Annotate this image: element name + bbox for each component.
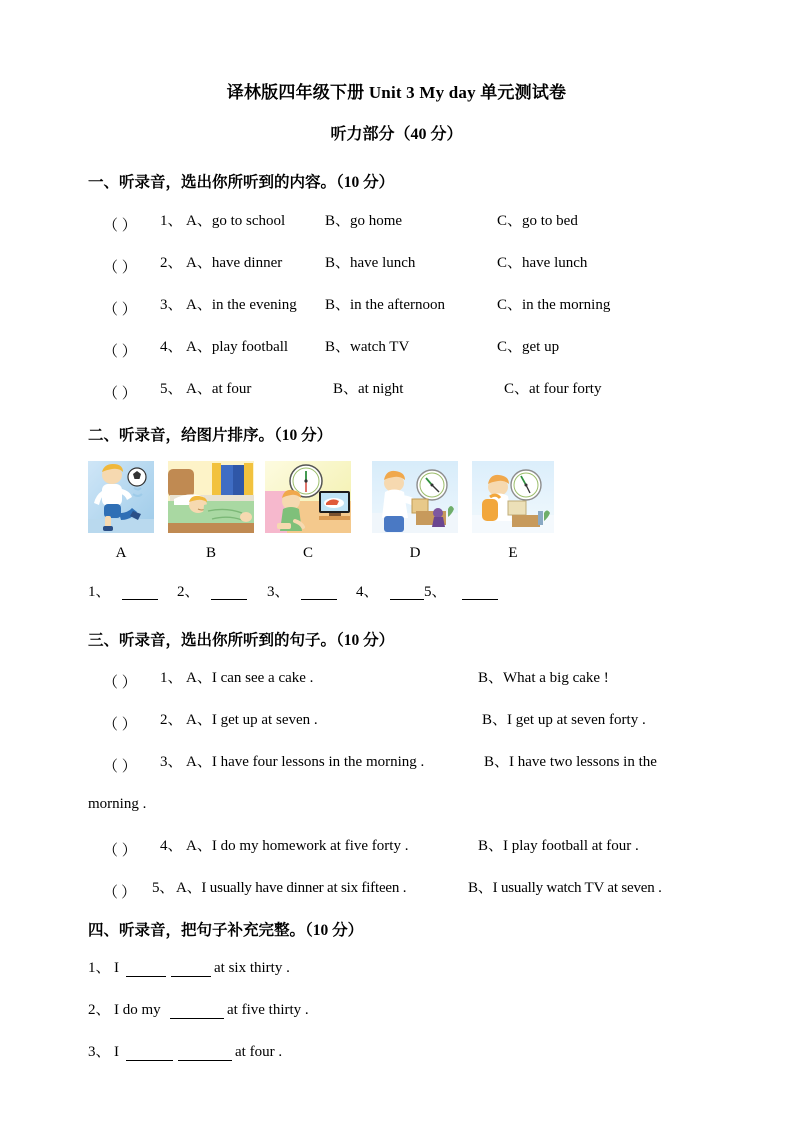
item-number: 1、: [160, 670, 183, 686]
option-b-continuation: morning .: [88, 796, 147, 812]
option-b[interactable]: B、I usually watch TV at seven .: [468, 880, 662, 896]
option-c[interactable]: C、have lunch: [497, 255, 588, 271]
order-blank-4[interactable]: [390, 599, 424, 600]
answer-bracket[interactable]: （ ）: [103, 260, 137, 276]
picture-e-going-to-school: [472, 461, 554, 533]
picture-letter-c: C: [302, 545, 313, 561]
item-number: 2、: [160, 712, 183, 728]
item-number: 4、: [160, 838, 183, 854]
order-number-5: 5、: [424, 584, 447, 600]
sentence-prefix: I: [114, 960, 119, 976]
option-b[interactable]: B、in the afternoon: [325, 297, 445, 313]
order-blank-5[interactable]: [462, 599, 498, 600]
item-number: 1、: [160, 213, 183, 229]
sentence-suffix: at five thirty .: [227, 1002, 309, 1018]
option-a[interactable]: A、I can see a cake .: [186, 670, 314, 686]
answer-bracket[interactable]: （ ）: [103, 675, 137, 691]
item-number: 2、: [88, 1002, 111, 1018]
item-number: 3、: [160, 297, 183, 313]
option-b[interactable]: B、go home: [325, 213, 403, 229]
picture-letter-b: B: [205, 545, 216, 561]
option-b[interactable]: B、What a big cake !: [478, 670, 609, 686]
answer-bracket[interactable]: （ ）: [103, 386, 137, 402]
fill-blank-2a[interactable]: [170, 1018, 224, 1019]
option-b[interactable]: B、I play football at four .: [478, 838, 639, 854]
answer-bracket[interactable]: （ ）: [103, 717, 137, 733]
picture-d-going-to-school: [372, 461, 458, 533]
option-a[interactable]: A、in the evening: [186, 297, 297, 313]
fill-blank-3b[interactable]: [178, 1060, 232, 1061]
section-heading-4: 四、听录音，把句子补充完整。（10 分）: [88, 922, 364, 939]
section-heading-2: 二、听录音，给图片排序。（10 分）: [88, 427, 333, 444]
item-number: 1、: [88, 960, 111, 976]
sentence-prefix: I: [114, 1044, 119, 1060]
item-number: 3、: [160, 754, 183, 770]
option-a[interactable]: A、I have four lessons in the morning .: [186, 754, 425, 770]
fill-blank-3a[interactable]: [126, 1060, 173, 1061]
item-number: 5、: [160, 381, 183, 397]
option-a[interactable]: A、I usually have dinner at six fifteen .: [176, 880, 407, 896]
option-c[interactable]: C、in the morning: [497, 297, 611, 313]
order-number-3: 3、: [267, 584, 290, 600]
answer-bracket[interactable]: （ ）: [103, 759, 137, 775]
order-number-2: 2、: [177, 584, 200, 600]
answer-bracket[interactable]: （ ）: [103, 843, 137, 859]
answer-bracket[interactable]: （ ）: [103, 302, 137, 318]
option-a[interactable]: A、at four: [186, 381, 252, 397]
picture-a-playing-football: [88, 461, 154, 533]
option-a[interactable]: A、I do my homework at five forty .: [186, 838, 409, 854]
option-a[interactable]: A、play football: [186, 339, 289, 355]
answer-bracket[interactable]: （ ）: [103, 885, 136, 901]
sentence-prefix: I do my: [114, 1002, 161, 1018]
section-heading-3: 三、听录音，选出你所听到的句子。（10 分）: [88, 632, 395, 649]
page-subtitle: 听力部分（40 分）: [330, 126, 463, 143]
order-blank-1[interactable]: [122, 599, 158, 600]
order-number-4: 4、: [356, 584, 379, 600]
option-b[interactable]: B、I have two lessons in the: [484, 754, 657, 770]
picture-b-sleeping-in-bed: [168, 461, 254, 533]
page-title: 译林版四年级下册 Unit 3 My day 单元测试卷: [226, 83, 567, 102]
option-c[interactable]: C、at four forty: [504, 381, 602, 397]
option-a[interactable]: A、have dinner: [186, 255, 283, 271]
option-b[interactable]: B、have lunch: [325, 255, 416, 271]
option-c[interactable]: C、go to bed: [497, 213, 578, 229]
picture-letter-d: D: [409, 545, 421, 561]
option-b[interactable]: B、I get up at seven forty .: [482, 712, 646, 728]
picture-letter-a: A: [115, 545, 127, 561]
item-number: 2、: [160, 255, 183, 271]
item-number: 4、: [160, 339, 183, 355]
item-number: 5、: [152, 880, 175, 896]
fill-blank-1a[interactable]: [126, 976, 166, 977]
section-heading-1: 一、听录音，选出你所听到的内容。（10 分）: [88, 174, 395, 191]
sentence-suffix: at four .: [235, 1044, 283, 1060]
option-a[interactable]: A、go to school: [186, 213, 286, 229]
answer-bracket[interactable]: （ ）: [103, 344, 137, 360]
order-blank-3[interactable]: [301, 599, 337, 600]
option-b[interactable]: B、watch TV: [325, 339, 410, 355]
item-number: 3、: [88, 1044, 111, 1060]
option-b[interactable]: B、at night: [333, 381, 404, 397]
answer-bracket[interactable]: （ ）: [103, 218, 137, 234]
picture-letter-e: E: [508, 545, 518, 561]
option-c[interactable]: C、get up: [497, 339, 560, 355]
order-blank-2[interactable]: [211, 599, 247, 600]
picture-c-watching-tv: [265, 461, 351, 533]
sentence-suffix: at six thirty .: [214, 960, 290, 976]
fill-blank-1b[interactable]: [171, 976, 211, 977]
order-number-1: 1、: [88, 584, 111, 600]
option-a[interactable]: A、I get up at seven .: [186, 712, 318, 728]
